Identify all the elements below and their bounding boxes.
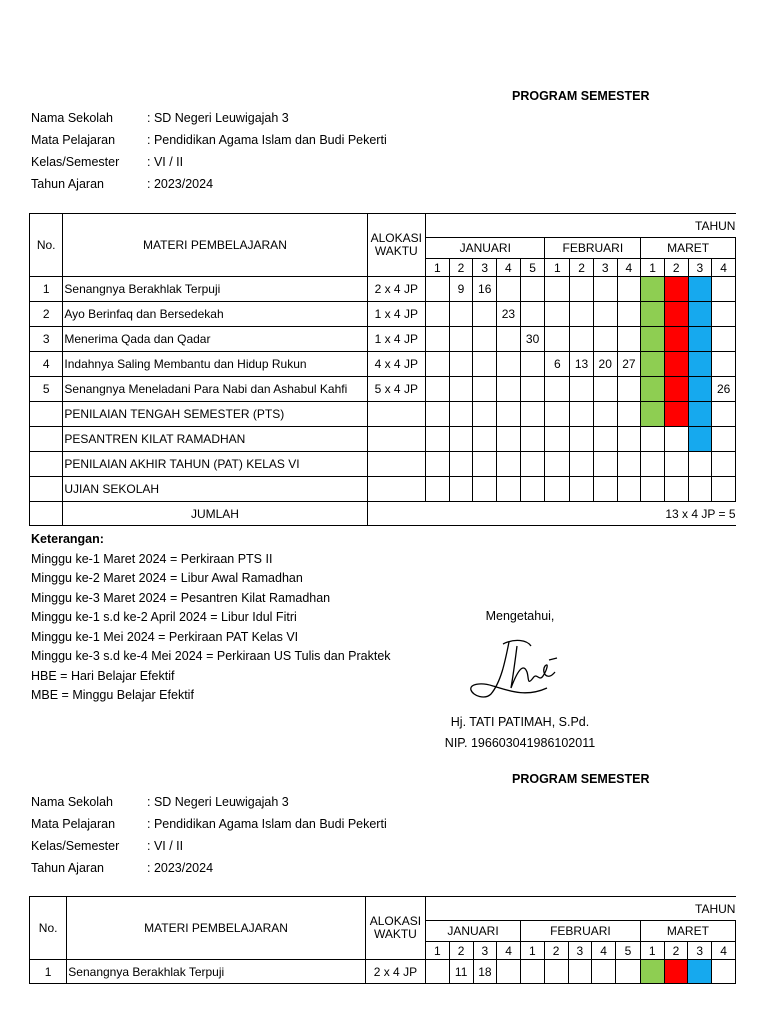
week-cell xyxy=(545,277,570,302)
row-alokasi: 2 x 4 JP xyxy=(367,277,425,302)
week-number: 1 xyxy=(426,942,450,960)
week-cell: 13 xyxy=(570,352,594,377)
week-cell xyxy=(497,377,521,402)
header-alokasi: ALOKASI WAKTU xyxy=(365,897,425,960)
week-cell-blue xyxy=(688,277,712,302)
week-number: 4 xyxy=(712,942,736,960)
info-value: : SD Negeri Leuwigajah 3 xyxy=(147,111,289,125)
week-number: 4 xyxy=(592,942,616,960)
row-materi: Senangnya Berakhlak Terpuji xyxy=(67,960,365,984)
week-number: 4 xyxy=(497,259,521,277)
week-cell xyxy=(617,402,641,427)
week-number: 4 xyxy=(712,259,736,277)
week-cell-green xyxy=(641,377,665,402)
week-cell xyxy=(544,960,568,984)
week-cell xyxy=(520,352,545,377)
row-no xyxy=(30,477,63,502)
info-label: Kelas/Semester xyxy=(31,155,120,169)
week-cell xyxy=(570,452,594,477)
week-cell xyxy=(593,327,617,352)
week-number: 2 xyxy=(664,942,688,960)
header-no: No. xyxy=(30,897,67,960)
week-cell-red xyxy=(664,327,688,352)
week-cell xyxy=(545,302,570,327)
signature-image xyxy=(465,632,565,712)
week-cell xyxy=(473,452,497,477)
week-cell-red xyxy=(664,352,688,377)
week-cell xyxy=(520,477,545,502)
info-row xyxy=(31,152,183,172)
week-cell xyxy=(617,477,641,502)
week-cell xyxy=(497,277,521,302)
week-cell-red xyxy=(664,377,688,402)
week-cell xyxy=(449,477,473,502)
week-cell xyxy=(641,452,665,477)
week-cell xyxy=(570,277,594,302)
week-cell xyxy=(449,402,473,427)
row-no xyxy=(30,427,63,452)
week-cell xyxy=(570,427,594,452)
row-alokasi xyxy=(367,477,425,502)
week-cell xyxy=(473,352,497,377)
row-alokasi: 4 x 4 JP xyxy=(367,352,425,377)
signer-nip: NIP. 196603041986102011 xyxy=(444,736,596,750)
week-cell xyxy=(473,327,497,352)
row-materi: Senangnya Berakhlak Terpuji xyxy=(63,277,367,302)
doc1-title: PROGRAM SEMESTER xyxy=(512,89,650,103)
info-label: Tahun Ajaran xyxy=(31,177,104,191)
week-cell xyxy=(520,277,545,302)
keterangan-line: Minggu ke-1 Maret 2024 = Perkiraan PTS II xyxy=(31,551,273,566)
week-cell xyxy=(426,327,450,352)
week-cell xyxy=(616,960,641,984)
signer-name: Hj. TATI PATIMAH, S.Pd. xyxy=(450,715,590,729)
month-header: JANUARI xyxy=(426,238,545,259)
week-cell xyxy=(593,377,617,402)
info-value: : 2023/2024 xyxy=(147,177,214,191)
week-number: 2 xyxy=(664,259,688,277)
info-row xyxy=(31,814,387,834)
week-cell xyxy=(473,427,497,452)
week-number: 5 xyxy=(520,259,545,277)
week-cell xyxy=(497,960,521,984)
row-alokasi: 5 x 4 JP xyxy=(367,377,425,402)
week-number: 3 xyxy=(688,942,712,960)
week-number: 3 xyxy=(593,259,617,277)
week-cell: 16 xyxy=(473,277,497,302)
table-row xyxy=(30,960,736,984)
week-cell xyxy=(664,452,688,477)
row-materi: PENILAIAN AKHIR TAHUN (PAT) KELAS VI xyxy=(63,452,367,477)
week-cell xyxy=(712,352,736,377)
header-tahun: TAHUN xyxy=(426,897,736,921)
info-label: Mata Pelajaran xyxy=(31,133,116,147)
info-label: Mata Pelajaran xyxy=(31,817,116,831)
week-number: 2 xyxy=(449,259,473,277)
header-no: No. xyxy=(30,214,63,277)
week-cell xyxy=(426,302,450,327)
week-cell: 20 xyxy=(593,352,617,377)
week-cell-green xyxy=(641,277,665,302)
week-number: 4 xyxy=(497,942,521,960)
header-row xyxy=(30,897,736,921)
table-row xyxy=(30,302,736,327)
week-cell xyxy=(520,302,545,327)
week-number: 3 xyxy=(473,259,497,277)
week-cell xyxy=(641,427,665,452)
week-cell xyxy=(426,477,450,502)
row-materi: Ayo Berinfaq dan Bersedekah xyxy=(63,302,367,327)
info-row xyxy=(31,858,213,878)
info-row xyxy=(31,792,289,812)
week-cell xyxy=(617,277,641,302)
week-cell xyxy=(426,377,450,402)
month-header: JANUARI xyxy=(426,921,521,942)
week-cell: 30 xyxy=(520,327,545,352)
week-cell xyxy=(593,277,617,302)
month-header: FEBRUARI xyxy=(545,238,641,259)
row-no: 3 xyxy=(30,327,63,352)
week-cell xyxy=(497,427,521,452)
row-no: 1 xyxy=(30,960,67,984)
week-number: 2 xyxy=(449,942,473,960)
week-cell xyxy=(545,427,570,452)
week-number: 1 xyxy=(640,942,664,960)
week-cell xyxy=(570,302,594,327)
mengetahui-label: Mengetahui, xyxy=(485,609,555,623)
week-number: 3 xyxy=(688,259,712,277)
week-cell xyxy=(449,427,473,452)
week-cell-green xyxy=(641,352,665,377)
table-row xyxy=(30,327,736,352)
week-cell-red xyxy=(664,277,688,302)
jumlah-label: JUMLAH xyxy=(63,502,367,526)
week-cell: 18 xyxy=(473,960,497,984)
doc1-semester-table xyxy=(29,213,736,526)
info-label: Nama Sekolah xyxy=(31,111,113,125)
table-row xyxy=(30,277,736,302)
info-value: : 2023/2024 xyxy=(147,861,214,875)
row-materi: Indahnya Saling Membantu dan Hidup Rukun xyxy=(63,352,367,377)
week-cell: 23 xyxy=(497,302,521,327)
week-cell-green xyxy=(641,327,665,352)
row-materi: PESANTREN KILAT RAMADHAN xyxy=(63,427,367,452)
row-alokasi: 2 x 4 JP xyxy=(365,960,425,984)
week-cell xyxy=(497,477,521,502)
week-cell-blue xyxy=(688,327,712,352)
header-tahun: TAHUN xyxy=(426,214,736,238)
week-cell xyxy=(617,302,641,327)
week-number: 1 xyxy=(521,942,545,960)
header-row xyxy=(30,214,736,238)
week-cell xyxy=(570,327,594,352)
week-cell xyxy=(712,327,736,352)
row-materi: UJIAN SEKOLAH xyxy=(63,477,367,502)
week-cell-red xyxy=(664,302,688,327)
week-cell xyxy=(473,402,497,427)
week-cell: 26 xyxy=(712,377,736,402)
week-cell xyxy=(545,377,570,402)
jumlah-row xyxy=(30,502,736,526)
week-cell xyxy=(593,477,617,502)
week-cell xyxy=(593,402,617,427)
week-cell xyxy=(520,402,545,427)
info-value: : Pendidikan Agama Islam dan Budi Pekerti xyxy=(147,133,387,147)
week-cell xyxy=(570,477,594,502)
week-cell xyxy=(426,427,450,452)
row-alokasi xyxy=(367,452,425,477)
keterangan-line: HBE = Hari Belajar Efektif xyxy=(31,668,175,683)
keterangan-title: Keterangan: xyxy=(31,532,104,546)
row-no: 5 xyxy=(30,377,63,402)
keterangan-line: MBE = Minggu Belajar Efektif xyxy=(31,688,194,702)
keterangan-line: Minggu ke-2 Maret 2024 = Libur Awal Ramadhan xyxy=(31,571,303,585)
week-cell: 6 xyxy=(545,352,570,377)
keterangan-line: Minggu ke-3 s.d ke-4 Mei 2024 = Perkiraan US Tulis dan Praktek xyxy=(31,649,391,663)
week-cell xyxy=(593,427,617,452)
row-alokasi xyxy=(367,427,425,452)
week-cell xyxy=(449,377,473,402)
row-no xyxy=(30,402,63,427)
info-row xyxy=(31,836,183,856)
week-cell xyxy=(568,960,592,984)
row-alokasi: 1 x 4 JP xyxy=(367,302,425,327)
week-number: 1 xyxy=(641,259,665,277)
keterangan-line: Minggu ke-1 Mei 2024 = Perkiraan PAT Kelas VI xyxy=(31,629,299,644)
week-cell xyxy=(497,327,521,352)
week-cell xyxy=(545,402,570,427)
week-cell-red xyxy=(664,960,688,984)
week-cell-green xyxy=(641,302,665,327)
week-number: 1 xyxy=(545,259,570,277)
doc2-semester-table xyxy=(29,896,736,984)
info-value: : SD Negeri Leuwigajah 3 xyxy=(147,795,289,809)
week-cell xyxy=(520,377,545,402)
week-cell xyxy=(449,302,473,327)
week-cell-blue xyxy=(688,302,712,327)
week-cell xyxy=(520,452,545,477)
week-cell xyxy=(426,960,450,984)
info-value: : VI / II xyxy=(147,839,184,853)
info-value: : Pendidikan Agama Islam dan Budi Pekerti xyxy=(147,817,387,831)
week-cell xyxy=(545,327,570,352)
week-cell xyxy=(545,477,570,502)
row-materi: Senangnya Meneladani Para Nabi dan Ashabul Kahfi xyxy=(63,377,367,402)
jumlah-empty xyxy=(30,502,63,526)
row-no: 4 xyxy=(30,352,63,377)
week-cell xyxy=(712,452,736,477)
week-number: 3 xyxy=(473,942,497,960)
week-number: 2 xyxy=(544,942,568,960)
week-cell xyxy=(712,302,736,327)
month-header: MARET xyxy=(640,921,735,942)
week-cell xyxy=(570,402,594,427)
week-cell xyxy=(617,427,641,452)
week-cell-green xyxy=(640,960,664,984)
week-cell xyxy=(426,402,450,427)
week-cell xyxy=(449,452,473,477)
week-number: 4 xyxy=(617,259,641,277)
table-row xyxy=(30,427,736,452)
week-cell xyxy=(617,452,641,477)
table-row xyxy=(30,352,736,377)
week-cell xyxy=(712,477,736,502)
week-number: 3 xyxy=(568,942,592,960)
week-cell xyxy=(520,427,545,452)
table-row xyxy=(30,377,736,402)
info-label: Kelas/Semester xyxy=(31,839,120,853)
week-cell: 9 xyxy=(449,277,473,302)
info-label: Nama Sekolah xyxy=(31,795,113,809)
week-number: 5 xyxy=(616,942,641,960)
info-row xyxy=(31,130,387,150)
week-cell xyxy=(712,402,736,427)
row-no: 2 xyxy=(30,302,63,327)
week-number: 2 xyxy=(570,259,594,277)
info-row xyxy=(31,108,289,128)
week-cell xyxy=(617,377,641,402)
week-cell xyxy=(449,352,473,377)
row-materi: PENILAIAN TENGAH SEMESTER (PTS) xyxy=(63,402,367,427)
week-cell xyxy=(497,402,521,427)
header-materi: MATERI PEMBELAJARAN xyxy=(63,214,367,277)
week-cell xyxy=(592,960,616,984)
week-cell-blue xyxy=(688,377,712,402)
row-alokasi: 1 x 4 JP xyxy=(367,327,425,352)
week-cell xyxy=(497,452,521,477)
week-cell xyxy=(473,302,497,327)
week-cell xyxy=(449,327,473,352)
header-alokasi: ALOKASI WAKTU xyxy=(367,214,425,277)
week-cell-blue xyxy=(688,402,712,427)
week-cell xyxy=(570,377,594,402)
month-header: MARET xyxy=(641,238,736,259)
week-cell-blue xyxy=(688,960,712,984)
row-alokasi xyxy=(367,402,425,427)
week-cell-blue xyxy=(688,352,712,377)
week-cell xyxy=(473,477,497,502)
table-row xyxy=(30,452,736,477)
row-no xyxy=(30,452,63,477)
week-number: 1 xyxy=(426,259,450,277)
row-materi: Menerima Qada dan Qadar xyxy=(63,327,367,352)
week-cell-green xyxy=(641,402,665,427)
week-cell xyxy=(521,960,545,984)
week-cell xyxy=(426,277,450,302)
info-value: : VI / II xyxy=(147,155,184,169)
keterangan-line: Minggu ke-3 Maret 2024 = Pesantren Kilat Ramadhan xyxy=(31,590,331,605)
info-label: Tahun Ajaran xyxy=(31,861,104,875)
week-cell xyxy=(641,477,665,502)
week-cell: 11 xyxy=(449,960,473,984)
month-header: FEBRUARI xyxy=(521,921,641,942)
week-cell: 27 xyxy=(617,352,641,377)
doc2-title: PROGRAM SEMESTER xyxy=(512,772,650,786)
table-row xyxy=(30,402,736,427)
header-materi: MATERI PEMBELAJARAN xyxy=(67,897,365,960)
week-cell xyxy=(688,477,712,502)
week-cell xyxy=(712,960,736,984)
week-cell xyxy=(593,302,617,327)
row-no: 1 xyxy=(30,277,63,302)
week-cell xyxy=(593,452,617,477)
doc1-keterangan xyxy=(31,530,391,706)
week-cell xyxy=(664,477,688,502)
week-cell xyxy=(545,452,570,477)
week-cell-red xyxy=(664,402,688,427)
week-cell xyxy=(712,277,736,302)
jumlah-value: 13 x 4 JP = 5 xyxy=(367,502,735,526)
week-cell xyxy=(426,352,450,377)
keterangan-line: Minggu ke-1 s.d ke-2 April 2024 = Libur Idul Fitri xyxy=(31,610,297,624)
info-row xyxy=(31,174,213,194)
week-cell-blue xyxy=(688,427,712,452)
week-cell xyxy=(617,327,641,352)
week-cell xyxy=(712,427,736,452)
week-cell xyxy=(688,452,712,477)
table-row xyxy=(30,477,736,502)
week-cell xyxy=(473,377,497,402)
week-cell xyxy=(497,352,521,377)
week-cell xyxy=(426,452,450,477)
week-cell xyxy=(664,427,688,452)
